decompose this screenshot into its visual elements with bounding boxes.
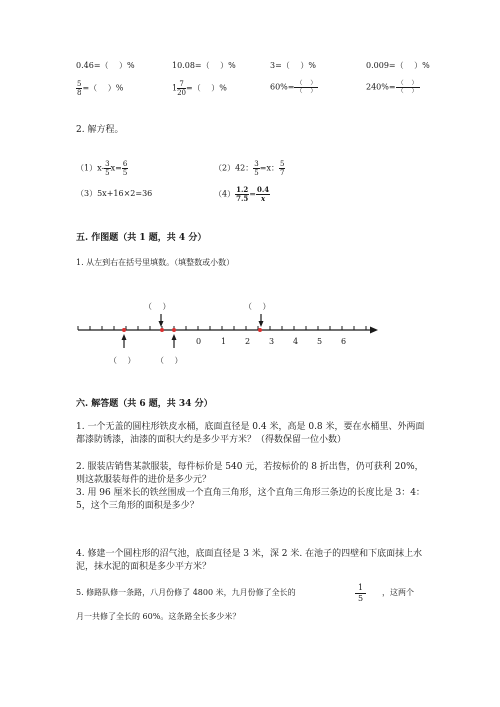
tick-label: 6 xyxy=(341,337,347,346)
equation: （1）x- $\frac{3}{5}$ x= $\frac{6}{5}$ xyxy=(76,160,128,177)
section-title: 六. 解答题（共 6 题，共 34 分） xyxy=(76,399,213,409)
conversion-item: 240%= （ ） （ ） xyxy=(366,80,420,95)
down-arrow-head xyxy=(159,321,164,327)
question-text: ，这两个 xyxy=(382,588,414,597)
conversion-item: $\frac{5}{8}$ =（ ）% xyxy=(77,80,124,97)
conversion-item: 0.46=（ ）% xyxy=(76,61,135,70)
section-title: 五. 作图题（共 1 题，共 4 分） xyxy=(76,233,207,243)
section-heading: 2. 解方程。 xyxy=(76,125,124,135)
question-text: 3. 用 96 厘米长的铁丝围成一个直角三角形，这个直角三角形三条边的长度比是 3：4：5，这个三角形的面积是多少？ xyxy=(76,488,425,511)
up-arrow-head xyxy=(172,334,177,340)
question-text: 1. 从左到右在括号里填数。（填整数或小数） xyxy=(76,258,235,267)
axis-arrow xyxy=(370,327,378,334)
conversion-item: 60%= （ ） （ ） xyxy=(270,80,318,95)
conversion-item: 0.009=（ ）% xyxy=(366,61,430,70)
up-arrow-head xyxy=(122,334,127,340)
down-arrow-head xyxy=(259,321,264,327)
conversion-item: 10.08=（ ）% xyxy=(172,61,236,70)
question-text: 月一共修了全长的 60%。这条路全长多少米？ xyxy=(76,612,241,621)
equation: （3）5x+16×2=36 xyxy=(76,189,153,198)
tick-label: 0 xyxy=(196,337,202,346)
blank-fraction: （ ） （ ） xyxy=(396,80,420,95)
equation: （2）42： $\frac{3}{5}$ =x： $\frac{5}{7}$ xyxy=(214,160,285,177)
blank-bracket: （ ） xyxy=(109,356,136,365)
tick-label: 2 xyxy=(245,337,251,346)
tick-label: 5 xyxy=(317,337,323,346)
red-point xyxy=(172,328,176,332)
equation: （4） $\frac{1.2}{7.5}$ = $\frac{0.4}{x}$ xyxy=(214,185,270,203)
red-point xyxy=(258,328,262,332)
tick-label: 3 xyxy=(269,337,275,346)
blank-bracket: （ ） xyxy=(156,356,183,365)
tick-label: 4 xyxy=(293,337,299,346)
question-text: 4. 修建一个圆柱形的沼气池，底面直径是 3 米，深 2 米. 在池子的四壁和下底面抹上水泥，抹水泥的面积是多少平方米？ xyxy=(76,549,423,572)
question-text: 5. 修路队修一条路，八月份修了 4800 米，九月份修了全长的 xyxy=(76,588,296,597)
fraction: $\frac{1}{5}$ xyxy=(355,583,366,604)
question-text: 2. 服装店销售某款服装，每件标价是 540 元，若按标价的 8 折出售，仍可获利 20%，则这款服装每件的进价是多少元？ xyxy=(76,462,424,485)
red-point xyxy=(160,328,164,332)
blank-bracket: （ ） xyxy=(244,302,271,311)
fraction: $\frac{5}{8}$ xyxy=(77,80,82,97)
red-point xyxy=(122,328,126,332)
conversion-item: 1 $\frac{7}{20}$ =（ ）% xyxy=(172,80,227,97)
blank-fraction: （ ） （ ） xyxy=(294,80,318,95)
tick-label: 1 xyxy=(221,337,227,346)
blank-bracket: （ ） xyxy=(144,302,171,311)
question-text: 1. 一个无盖的圆柱形铁皮水桶，底面直径是 0.4 米，高是 0.8 米，要在水桶里、外两面都漆防锈漆，油漆的面积大约是多少平方米？（得数保留一位小数） xyxy=(76,422,425,445)
conversion-item: 3=（ ）% xyxy=(270,61,316,70)
fraction: $\frac{7}{20}$ xyxy=(177,80,187,97)
